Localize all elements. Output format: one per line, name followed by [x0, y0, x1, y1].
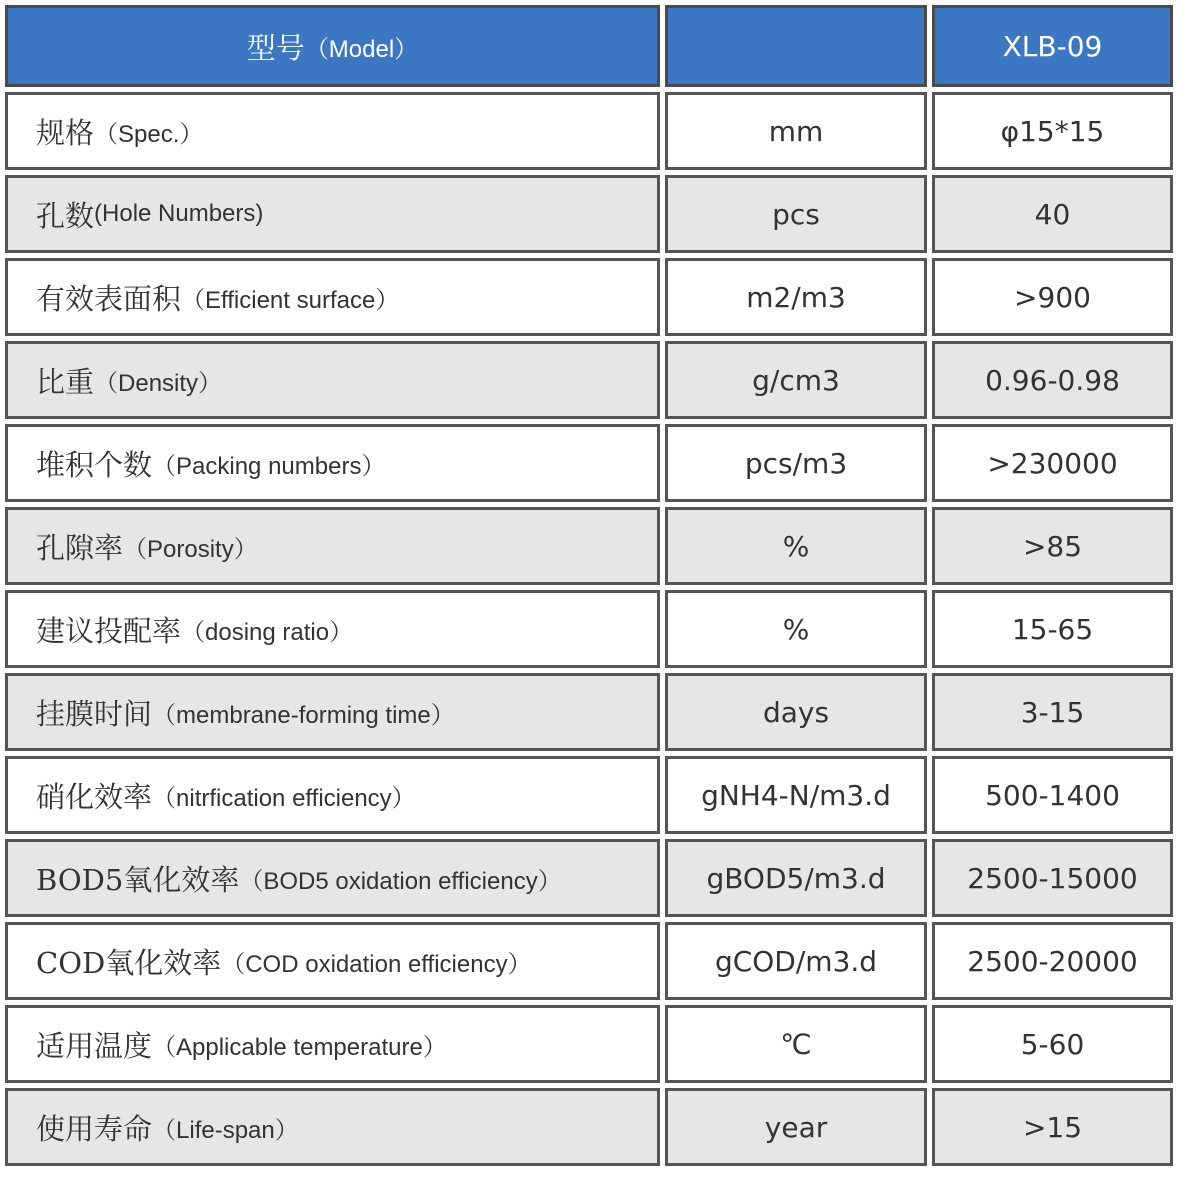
table-row — [5, 92, 1173, 170]
unit-cell — [665, 673, 927, 751]
table-row — [5, 839, 1173, 917]
unit-text: gBOD5/m3.d — [706, 861, 886, 895]
parameter-name-cell — [5, 92, 660, 170]
value-text: 40 — [1034, 197, 1071, 231]
parameter-name-cell — [5, 424, 660, 502]
unit-cell — [665, 258, 927, 336]
parameter-name-zh: 使用寿命 — [36, 1111, 153, 1146]
parameter-name-en: （Packing numbers） — [152, 452, 386, 480]
parameter-name-en: （nitrfication efficiency） — [152, 784, 416, 812]
parameter-name-en: （Applicable temperature） — [152, 1033, 447, 1061]
value-cell — [932, 1005, 1173, 1083]
table-row — [5, 922, 1173, 1000]
unit-text: g/cm3 — [752, 363, 840, 397]
value-text: 0.96-0.98 — [985, 363, 1120, 397]
parameter-name-cell — [5, 590, 660, 668]
table-row — [5, 1005, 1173, 1083]
parameter-name-cell — [5, 922, 660, 1000]
value-cell — [932, 590, 1173, 668]
unit-text: gCOD/m3.d — [714, 944, 878, 978]
table-header-row — [5, 5, 1173, 87]
parameter-name-zh: 堆积个数 — [36, 447, 153, 482]
unit-text: m2/m3 — [746, 280, 846, 314]
table-row — [5, 258, 1173, 336]
value-text: 3-15 — [1020, 695, 1085, 729]
header-model-label-cell — [5, 5, 660, 87]
value-cell — [932, 424, 1173, 502]
parameter-name-zh: 挂膜时间 — [36, 696, 153, 731]
parameter-name-cell — [5, 1088, 660, 1166]
parameter-name-zh: COD氧化效率 — [36, 945, 222, 980]
unit-text: mm — [768, 114, 824, 148]
parameter-name-en: （BOD5 oxidation efficiency） — [239, 867, 562, 895]
value-cell — [932, 839, 1173, 917]
header-model-label-en: （Model） — [304, 35, 419, 63]
value-text: 500-1400 — [985, 778, 1120, 812]
parameter-name-cell — [5, 341, 660, 419]
table-row — [5, 590, 1173, 668]
unit-cell — [665, 922, 927, 1000]
unit-cell — [665, 839, 927, 917]
value-cell — [932, 922, 1173, 1000]
parameter-name-zh: 适用温度 — [36, 1028, 153, 1063]
parameter-name-cell — [5, 839, 660, 917]
unit-cell — [665, 1088, 927, 1166]
unit-cell — [665, 92, 927, 170]
parameter-name-cell — [5, 756, 660, 834]
parameter-name-en: (Hole Numbers) — [94, 200, 264, 227]
value-text: 5-60 — [1020, 1027, 1085, 1061]
unit-cell — [665, 175, 927, 253]
parameter-name-zh: 建议投配率 — [36, 613, 182, 648]
parameter-name-zh: 孔数 — [36, 198, 95, 233]
unit-text: ℃ — [780, 1027, 812, 1061]
parameter-name-en: （Density） — [94, 369, 223, 397]
parameter-name-cell — [5, 507, 660, 585]
parameter-name-zh: 比重 — [36, 364, 95, 399]
parameter-name-en: （Porosity） — [123, 535, 258, 563]
value-text: 2500-15000 — [967, 861, 1138, 895]
unit-cell — [665, 756, 927, 834]
unit-text: days — [762, 695, 830, 729]
unit-cell — [665, 341, 927, 419]
parameter-name-en: （Spec.） — [94, 120, 204, 148]
unit-text: % — [782, 529, 810, 563]
unit-text: gNH4-N/m3.d — [701, 778, 891, 812]
value-cell — [932, 92, 1173, 170]
unit-cell — [665, 590, 927, 668]
parameter-name-zh: 孔隙率 — [36, 530, 124, 565]
value-cell — [932, 1088, 1173, 1166]
header-model-value-cell — [932, 5, 1173, 87]
value-text: φ15*15 — [1000, 114, 1105, 148]
parameter-name-en: （membrane-forming time） — [152, 701, 455, 729]
unit-cell — [665, 1005, 927, 1083]
value-text: 15-65 — [1011, 612, 1094, 646]
parameter-name-zh: BOD5氧化效率 — [36, 862, 240, 897]
parameter-name-cell — [5, 1005, 660, 1083]
value-cell — [932, 507, 1173, 585]
parameter-name-en: （dosing ratio） — [181, 618, 354, 646]
value-text: >900 — [1014, 280, 1091, 314]
table-row — [5, 341, 1173, 419]
spec-table — [5, 5, 1173, 1166]
unit-cell — [665, 424, 927, 502]
value-text: >85 — [1022, 529, 1083, 563]
parameter-name-cell — [5, 175, 660, 253]
value-cell — [932, 258, 1173, 336]
parameter-name-cell — [5, 258, 660, 336]
unit-text: pcs — [772, 197, 820, 231]
table-row — [5, 1088, 1173, 1166]
value-cell — [932, 673, 1173, 751]
unit-cell — [665, 507, 927, 585]
parameter-name-zh: 有效表面积 — [36, 281, 182, 316]
table-row — [5, 175, 1173, 253]
unit-text: % — [782, 612, 810, 646]
value-cell — [932, 175, 1173, 253]
parameter-name-en: （COD oxidation efficiency） — [221, 950, 532, 978]
parameter-name-cell — [5, 673, 660, 751]
table-row — [5, 673, 1173, 751]
table-row — [5, 424, 1173, 502]
parameter-name-en: （Life-span） — [152, 1116, 299, 1144]
header-unit-cell — [665, 5, 927, 87]
table-row — [5, 507, 1173, 585]
value-text: >230000 — [987, 446, 1118, 480]
value-cell — [932, 756, 1173, 834]
table-row — [5, 756, 1173, 834]
header-model-label-zh: 型号 — [246, 30, 305, 65]
value-text: >15 — [1022, 1110, 1083, 1144]
parameter-name-zh: 硝化效率 — [36, 779, 153, 814]
parameter-name-zh: 规格 — [36, 115, 95, 150]
value-text: 2500-20000 — [967, 944, 1138, 978]
parameter-name-en: （Efficient surface） — [181, 286, 400, 314]
unit-text: year — [764, 1110, 828, 1144]
unit-text: pcs/m3 — [744, 446, 848, 480]
value-cell — [932, 341, 1173, 419]
header-model-value: XLB-09 — [1002, 29, 1103, 63]
